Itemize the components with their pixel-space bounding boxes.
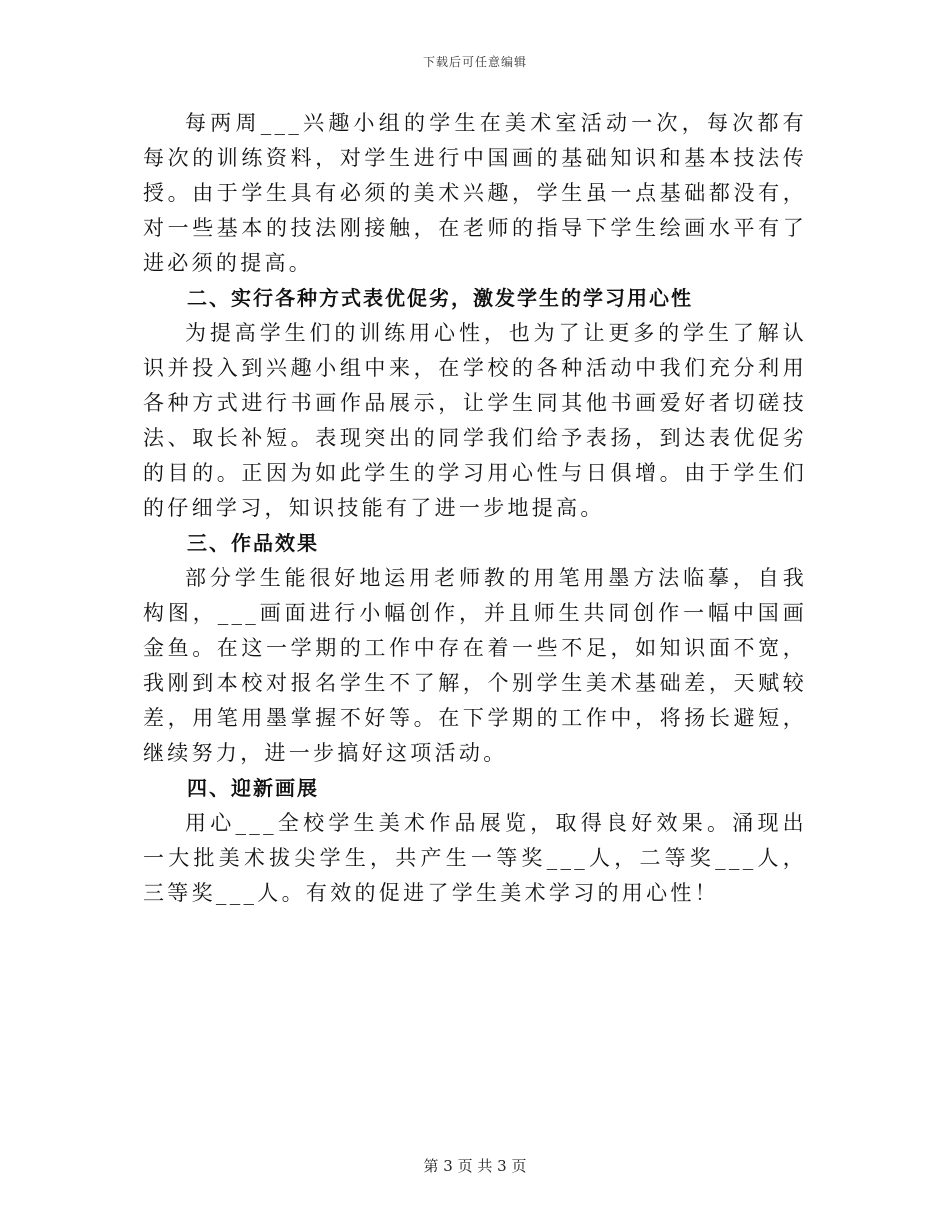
paragraph-3: 部分学生能很好地运用老师教的用笔用墨方法临摹，自我构图，___画面进行小幅创作，并且师生共同创作一幅中国画金鱼。在这一学期的工作中存在着一些不足，如知识面不宽，我刚到本校对报名学生不了解，个别学生美术基础差，天赋较差，用笔用墨掌握不好等。在下学期的工作中，将扬长避短，继续努力，进一步搞好这项活动。 — [143, 566, 807, 765]
paragraph-1: 每两周___兴趣小组的学生在美术室活动一次，每次都有每次的训练资料，对学生进行中国画的基础知识和基本技法传授。由于学生具有必须的美术兴趣，学生虽一点基础都没有，对一些基本的技法刚接触，在老师的指导下学生绘画水平有了进必须的提高。 — [143, 111, 807, 275]
section-heading-2: 二、实行各种方式表优促劣，激发学生的学习用心性 — [187, 286, 693, 310]
document-body — [143, 106, 807, 911]
section-heading-4: 四、迎新画展 — [187, 776, 319, 800]
page-header: 下载后可任意编辑 — [422, 55, 527, 69]
paragraph-4: 用心___全校学生美术作品展览，取得良好效果。涌现出一大批美术拔尖学生，共产生一等奖___人，二等奖___人，三等奖___人。有效的促进了学生美术学习的用心性！ — [143, 811, 807, 905]
section-heading-3: 三、作品效果 — [187, 531, 319, 555]
page-footer: 第 3 页 共 3 页 — [423, 1157, 527, 1175]
paragraph-2: 为提高学生们的训练用心性，也为了让更多的学生了解认识并投入到兴趣小组中来，在学校的各种活动中我们充分利用各种方式进行书画作品展示，让学生同其他书画爱好者切磋技法、取长补短。表现突出的同学我们给予表扬，到达表优促劣的目的。正因为如此学生的学习用心性与日俱增。由于学生们的仔细学习，知识技能有了进一步地提高。 — [143, 321, 807, 520]
